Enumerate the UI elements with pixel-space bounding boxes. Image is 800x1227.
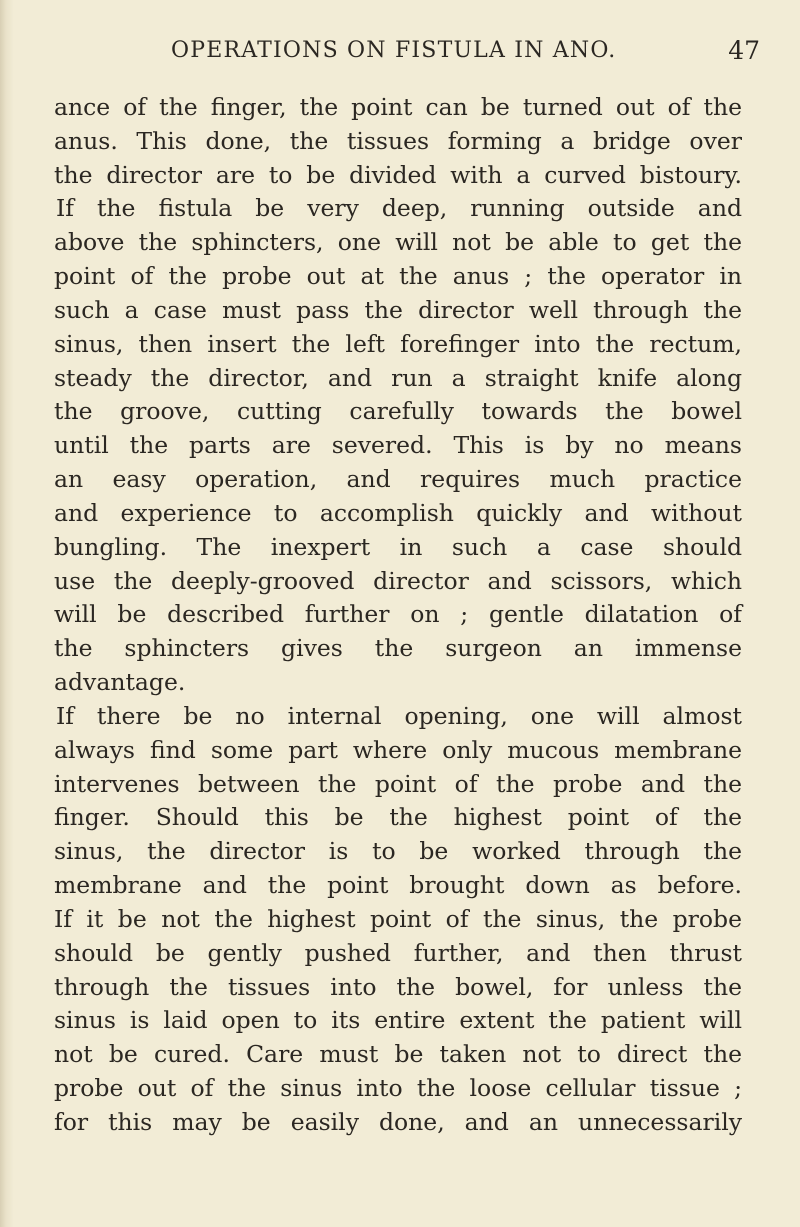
text-line: should be gently pushed further, and then thrust (54, 938, 742, 967)
running-head (60, 38, 760, 78)
text-line: steady the director, and run a straight knife along (54, 363, 742, 392)
text-line: anus. This done, the tissues forming a bridge over (54, 126, 742, 155)
text-line: will be described further on ; gentle dilatation of (54, 600, 742, 629)
text-line: above the sphincters, one will not be able to get the (54, 228, 742, 257)
text-line: use the deeply-grooved director and scissors, which (54, 566, 742, 595)
page-edge-shadow (0, 0, 14, 1227)
text-line: If it be not the highest point of the sinus, the probe (54, 904, 742, 933)
text-line: the sphincters gives the surgeon an immense (54, 634, 742, 663)
text-line: the groove, cutting carefully towards the bowel (54, 397, 742, 426)
text-line: through the tissues into the bowel, for unless the (54, 972, 742, 1001)
running-head-title: OPERATIONS ON FISTULA IN ANO. (171, 38, 617, 63)
text-line: until the parts are severed. This is by no means (54, 431, 742, 460)
paragraph-end-line: advantage. (54, 668, 186, 697)
paragraph-start-line: If there be no internal opening, one will almost (56, 701, 742, 730)
text-line: not be cured. Care must be taken not to direct the (54, 1040, 742, 1069)
text-line: point of the probe out at the anus ; the operator in (54, 262, 742, 291)
page-number: 47 (728, 36, 760, 65)
text-line: and experience to accomplish quickly and without (54, 498, 742, 527)
text-line: for this may be easily done, and an unnecessarily (54, 1107, 742, 1136)
text-line: sinus is laid open to its entire extent the patient will (54, 1006, 742, 1035)
text-line: sinus, the director is to be worked through the (54, 837, 742, 866)
paragraph-start-line: If the fistula be very deep, running outside and (56, 194, 742, 223)
text-line: the director are to be divided with a curved bistoury. (54, 160, 742, 189)
text-line: an easy operation, and requires much practice (54, 465, 742, 494)
text-line: bungling. The inexpert in such a case should (54, 532, 742, 561)
text-line: always find some part where only mucous membrane (54, 735, 742, 764)
body-text (54, 91, 742, 1140)
text-line: membrane and the point brought down as before. (54, 871, 742, 900)
text-line: sinus, then insert the left forefinger into the rectum, (54, 329, 742, 358)
text-line: finger. Should this be the highest point of the (54, 803, 742, 832)
text-line: intervenes between the point of the probe and the (54, 769, 742, 798)
text-line: probe out of the sinus into the loose cellular tissue ; (54, 1074, 742, 1103)
text-line: such a case must pass the director well through the (54, 295, 742, 324)
text-line: ance of the finger, the point can be turned out of the (54, 93, 742, 121)
